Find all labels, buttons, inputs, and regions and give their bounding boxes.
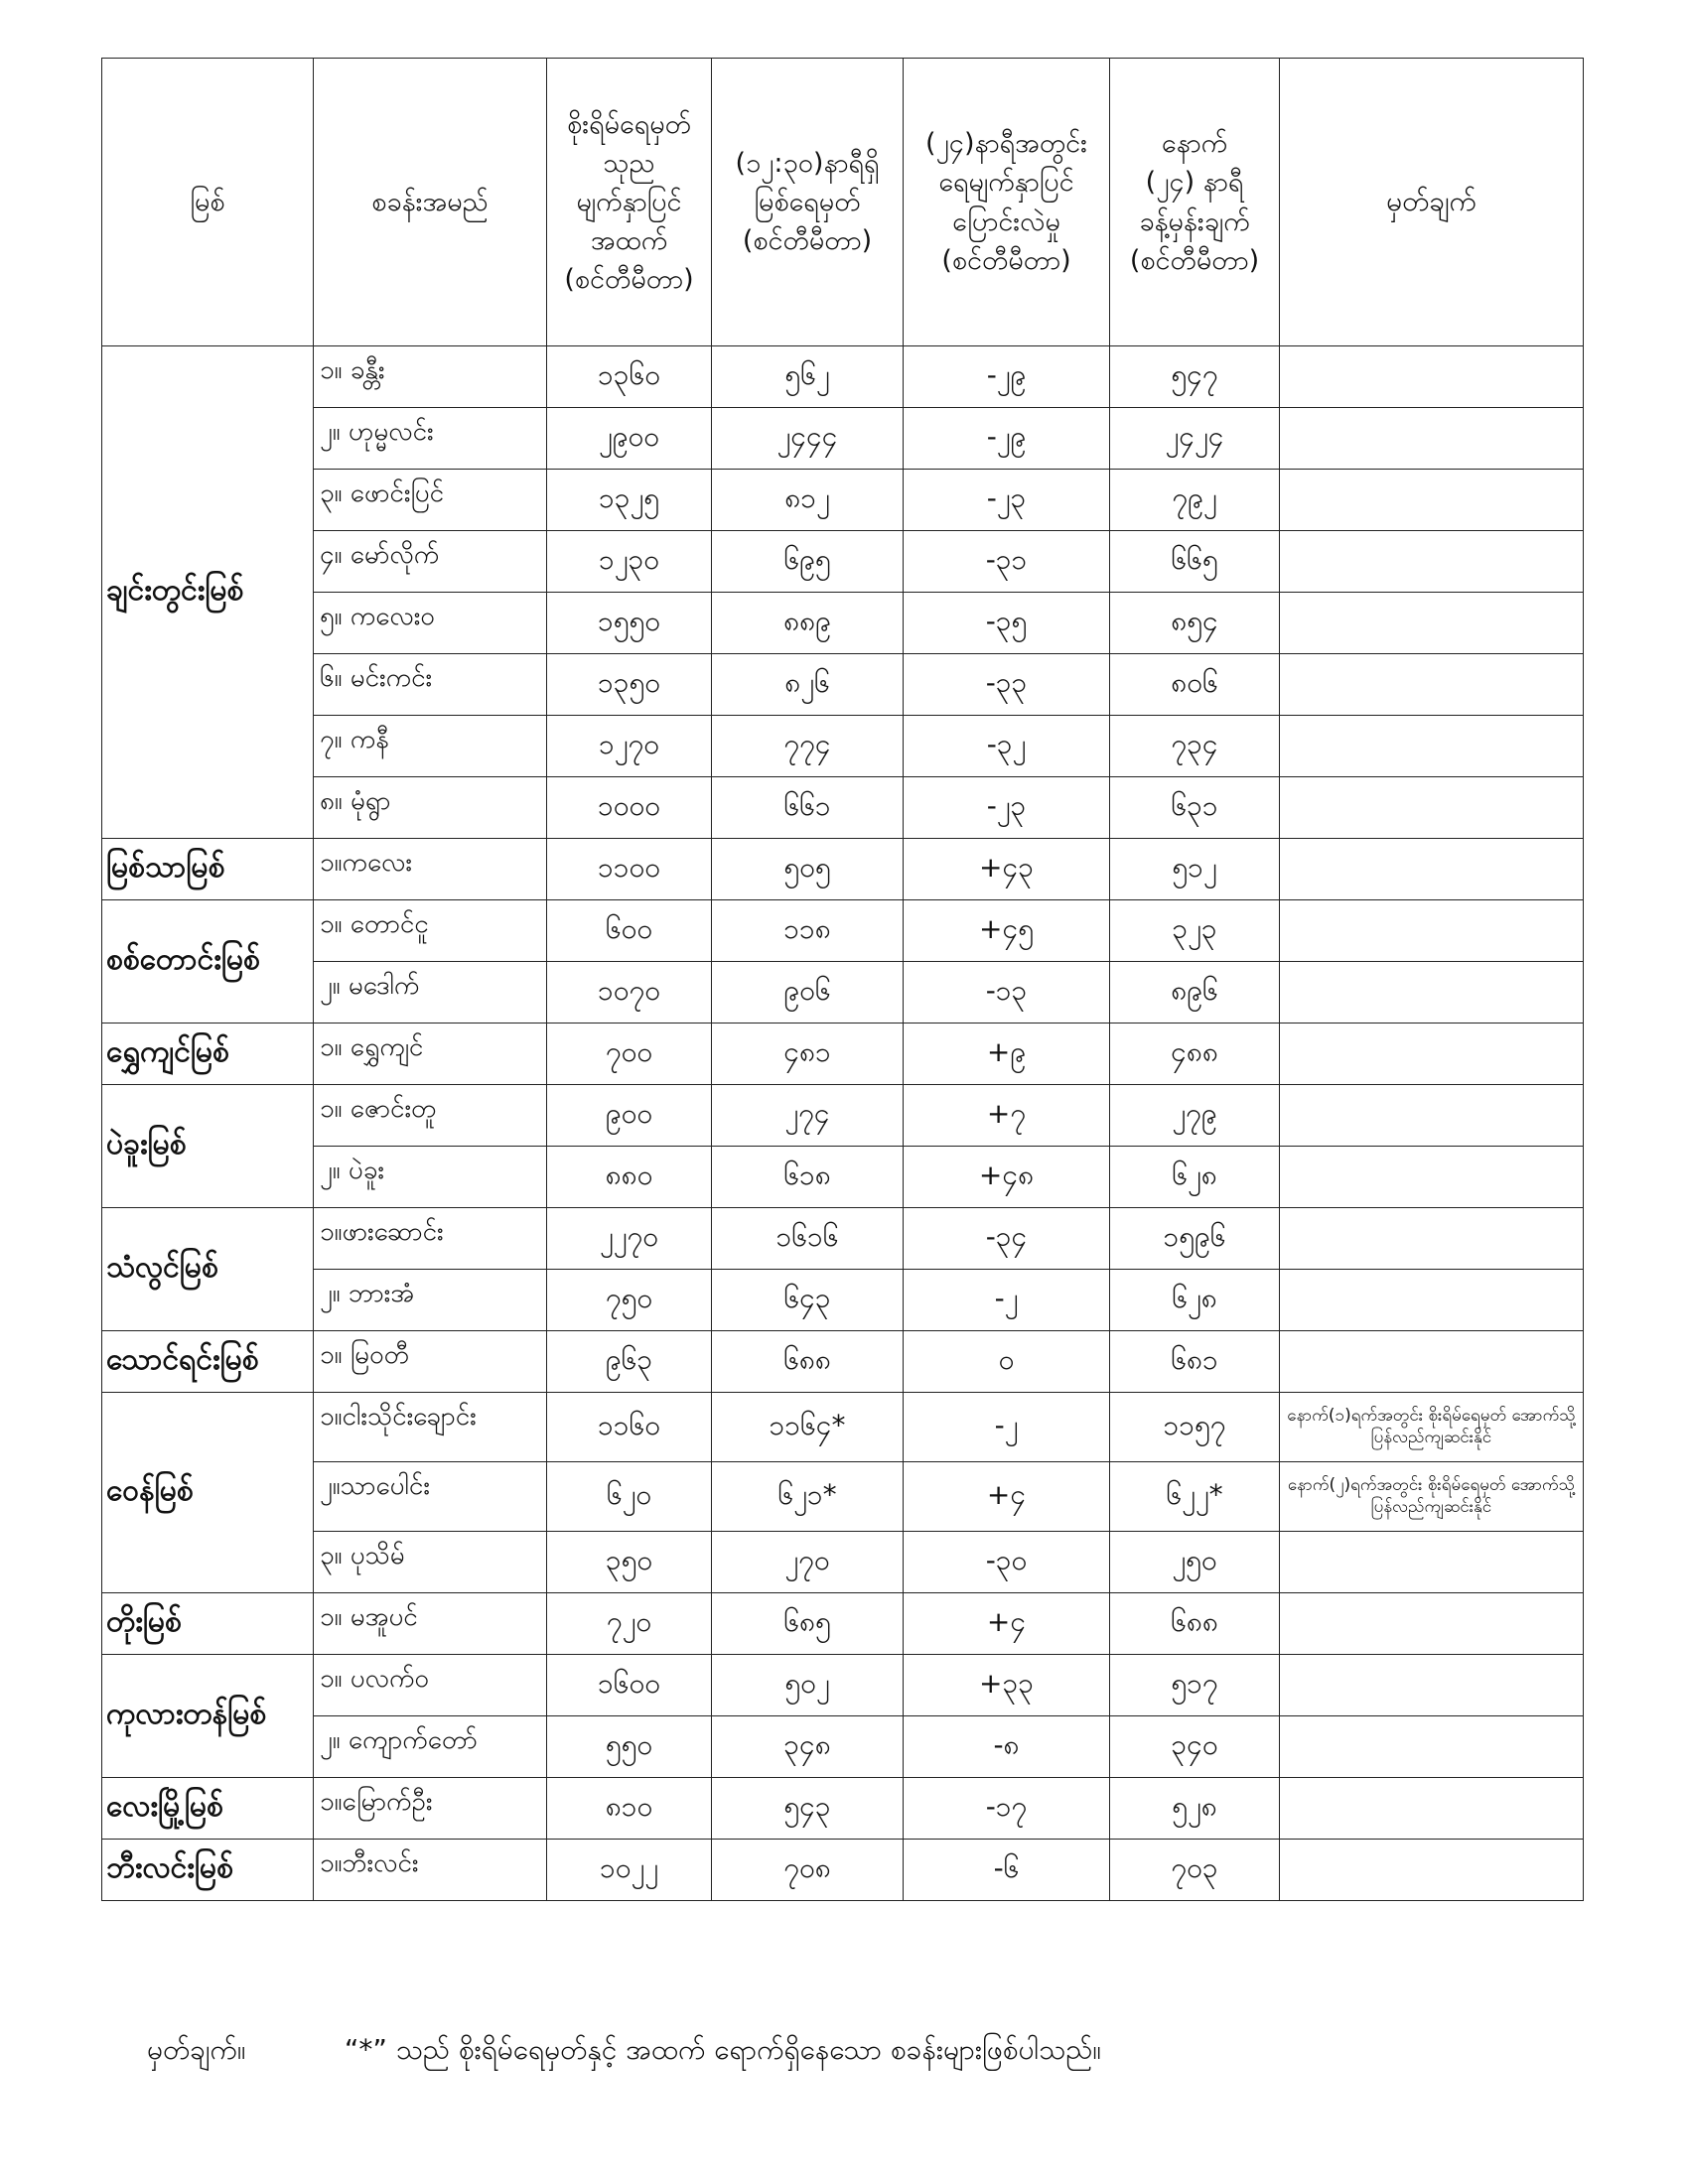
station-cell: ၁။ ခန္တီး (314, 346, 547, 408)
remark-cell (1280, 531, 1584, 593)
station-cell: ၂။ ပဲခူး (314, 1147, 547, 1208)
current-level-cell: ၈၁၂ (712, 470, 904, 531)
header-line: (၁၂:၃၀)နာရီရှိ (735, 147, 880, 179)
danger-level-cell: ၁၀၀၀ (547, 777, 712, 839)
footnote (147, 2031, 1101, 2073)
station-cell: ၄။ မော်လိုက် (314, 531, 547, 593)
table-row (102, 593, 1584, 654)
change-cell: -၂၃ (904, 777, 1110, 839)
remark-cell (1280, 777, 1584, 839)
river-name-cell: ပဲခူးမြစ် (102, 1085, 314, 1208)
footnote-text: “*” သည် စိုးရိမ်ရေမှတ်နှင့် အထက် ရောက်ရှိနေသော စခန်းများဖြစ်ပါသည်။ (344, 2033, 1101, 2066)
table-row (102, 408, 1584, 470)
remark-cell (1280, 1208, 1584, 1270)
header-line: (၂၄)နာရီအတွင်း (924, 128, 1087, 160)
forecast-cell: ၆၈၈ (1110, 1593, 1280, 1655)
current-level-cell: ၆၈၅ (712, 1593, 904, 1655)
forecast-cell: ၃၄၀ (1110, 1716, 1280, 1778)
river-name-cell: သံလွင်မြစ် (102, 1208, 314, 1331)
remark-cell (1280, 1024, 1584, 1085)
change-cell: +၄ (904, 1593, 1110, 1655)
table-row (102, 1716, 1584, 1778)
station-cell: ၁။ဖားဆောင်း (314, 1208, 547, 1270)
table-row (102, 1270, 1584, 1331)
table-row (102, 962, 1584, 1024)
remark-cell: နောက်(၁)ရက်အတွင်း စိုးရိမ်ရေမှတ် အောက်သို့ ပြန်လည်ကျဆင်းနိုင် (1280, 1393, 1584, 1462)
danger-level-cell: ၉၆၃ (547, 1331, 712, 1393)
change-cell: -၃၄ (904, 1208, 1110, 1270)
station-cell: ၃။ ပုသိမ် (314, 1532, 547, 1593)
forecast-cell: ၆၃၁ (1110, 777, 1280, 839)
footnote-label: မှတ်ချက်။ (147, 2033, 246, 2066)
danger-level-cell: ၆၂၀ (547, 1462, 712, 1532)
station-cell: ၇။ ကနီ (314, 716, 547, 777)
station-cell: ၈။ မုံရွာ (314, 777, 547, 839)
header-line: နောက် (1161, 128, 1228, 160)
current-level-cell: ၅၄၃ (712, 1778, 904, 1840)
station-cell: ၁။မြောက်ဦး (314, 1778, 547, 1840)
current-level-cell: ၁၆၁၆ (712, 1208, 904, 1270)
remark-cell (1280, 1778, 1584, 1840)
river-name-cell: ကုလားတန်မြစ် (102, 1655, 314, 1778)
forecast-cell: ၅၁၂ (1110, 839, 1280, 900)
remark-cell (1280, 1147, 1584, 1208)
current-level-cell: ၆၁၈ (712, 1147, 904, 1208)
header-24h-change (904, 59, 1110, 346)
header-line: ပြောင်းလဲမှု (952, 205, 1060, 237)
current-level-cell: ၂၇၄ (712, 1085, 904, 1147)
river-name-cell: သောင်ရင်းမြစ် (102, 1331, 314, 1393)
current-level-cell: ၆၈၈ (712, 1331, 904, 1393)
header-line: မြစ်ရေမှတ် (754, 186, 861, 217)
change-cell: -၂ (904, 1393, 1110, 1462)
header-line: (စင်တီမီတာ) (742, 225, 873, 257)
forecast-cell: ၈၅၄ (1110, 593, 1280, 654)
remark-cell (1280, 346, 1584, 408)
current-level-cell: ၆၄၃ (712, 1270, 904, 1331)
forecast-cell: ၆၂၈ (1110, 1147, 1280, 1208)
table-row (102, 1593, 1584, 1655)
remark-cell (1280, 962, 1584, 1024)
current-level-cell: ၆၂၁* (712, 1462, 904, 1532)
forecast-cell: ၁၁၅၇ (1110, 1393, 1280, 1462)
danger-level-cell: ၃၅၀ (547, 1532, 712, 1593)
river-name-cell: မြစ်သာမြစ် (102, 839, 314, 900)
table-row (102, 1655, 1584, 1716)
current-level-cell: ၃၄၈ (712, 1716, 904, 1778)
remark-cell (1280, 1331, 1584, 1393)
station-cell: ၅။ ကလေးဝ (314, 593, 547, 654)
header-remarks: မှတ်ချက် (1280, 59, 1584, 346)
forecast-cell: ၈၀၆ (1110, 654, 1280, 716)
header-row (102, 59, 1584, 346)
table-row (102, 1840, 1584, 1901)
table-row (102, 531, 1584, 593)
header-danger-level (547, 59, 712, 346)
danger-level-cell: ၁၃၅၀ (547, 654, 712, 716)
header-line: (စင်တီမီတာ) (1129, 244, 1260, 276)
remark-cell (1280, 900, 1584, 962)
change-cell: -၂၉ (904, 346, 1110, 408)
remark-cell (1280, 593, 1584, 654)
forecast-cell: ၅၂၈ (1110, 1778, 1280, 1840)
river-name-cell: ဘီးလင်းမြစ် (102, 1840, 314, 1901)
station-cell: ၁။ ရွှေကျင် (314, 1024, 547, 1085)
danger-level-cell: ၁၂၃၀ (547, 531, 712, 593)
danger-level-cell: ၁၅၅၀ (547, 593, 712, 654)
station-cell: ၁။ ပလက်ဝ (314, 1655, 547, 1716)
current-level-cell: ၅၀၂ (712, 1655, 904, 1716)
change-cell: ၀ (904, 1331, 1110, 1393)
current-level-cell: ၆၆၁ (712, 777, 904, 839)
table-row (102, 470, 1584, 531)
remark-cell: နောက်(၂)ရက်အတွင်း စိုးရိမ်ရေမှတ် အောက်သို့ ပြန်လည်ကျဆင်းနိုင် (1280, 1462, 1584, 1532)
danger-level-cell: ၉၀၀ (547, 1085, 712, 1147)
header-line: မျက်နှာပြင် (576, 186, 682, 217)
change-cell: -၂၉ (904, 408, 1110, 470)
station-cell: ၂။သာပေါင်း (314, 1462, 547, 1532)
change-cell: -၃၅ (904, 593, 1110, 654)
danger-level-cell: ၁၁၆၀ (547, 1393, 712, 1462)
current-level-cell: ၂၇၀ (712, 1532, 904, 1593)
header-line: ခန့်မှန်းချက် (1139, 205, 1250, 237)
remark-cell (1280, 1655, 1584, 1716)
river-name-cell: ရွှေကျင်မြစ် (102, 1024, 314, 1085)
danger-level-cell: ၁၃၆၀ (547, 346, 712, 408)
table-row (102, 1331, 1584, 1393)
danger-level-cell: ၁၂၇၀ (547, 716, 712, 777)
remark-cell (1280, 408, 1584, 470)
table-row (102, 1462, 1584, 1532)
table-row (102, 654, 1584, 716)
current-level-cell: ၈၈၉ (712, 593, 904, 654)
change-cell: +၉ (904, 1024, 1110, 1085)
station-cell: ၁။ မြဝတီ (314, 1331, 547, 1393)
header-line: အထက် (590, 225, 668, 257)
forecast-cell: ၃၂၃ (1110, 900, 1280, 962)
current-level-cell: ၆၉၅ (712, 531, 904, 593)
danger-level-cell: ၅၅၀ (547, 1716, 712, 1778)
station-cell: ၁။ ဇောင်းတူ (314, 1085, 547, 1147)
forecast-cell: ၂၇၉ (1110, 1085, 1280, 1147)
danger-level-cell: ၆၀၀ (547, 900, 712, 962)
remark-cell (1280, 1593, 1584, 1655)
remark-cell (1280, 1716, 1584, 1778)
change-cell: -၃၃ (904, 654, 1110, 716)
change-cell: +၄ (904, 1462, 1110, 1532)
change-cell: +၄၈ (904, 1147, 1110, 1208)
table-row (102, 1085, 1584, 1147)
change-cell: -၂ (904, 1270, 1110, 1331)
forecast-cell: ၄၈၈ (1110, 1024, 1280, 1085)
change-cell: -၃၂ (904, 716, 1110, 777)
current-level-cell: ၇၇၄ (712, 716, 904, 777)
header-river: မြစ် (102, 59, 314, 346)
change-cell: +၄၃ (904, 839, 1110, 900)
header-current-level (712, 59, 904, 346)
danger-level-cell: ၁၆၀၀ (547, 1655, 712, 1716)
current-level-cell: ၄၈၁ (712, 1024, 904, 1085)
danger-level-cell: ၁၁၀၀ (547, 839, 712, 900)
change-cell: -၈ (904, 1716, 1110, 1778)
forecast-cell: ၂၅၀ (1110, 1532, 1280, 1593)
forecast-cell: ၆၂၂* (1110, 1462, 1280, 1532)
current-level-cell: ၂၄၄၄ (712, 408, 904, 470)
forecast-cell: ၁၅၉၆ (1110, 1208, 1280, 1270)
table-row (102, 1147, 1584, 1208)
change-cell: +၃၃ (904, 1655, 1110, 1716)
danger-level-cell: ၂၉၀၀ (547, 408, 712, 470)
forecast-cell: ၈၉၆ (1110, 962, 1280, 1024)
river-name-cell: ချင်းတွင်းမြစ် (102, 346, 314, 839)
remark-cell (1280, 470, 1584, 531)
station-cell: ၆။ မင်းကင်း (314, 654, 547, 716)
station-cell: ၂။ မဒေါက် (314, 962, 547, 1024)
station-cell: ၁။ တောင်ငူ (314, 900, 547, 962)
table-row (102, 346, 1584, 408)
current-level-cell: ၅၆၂ (712, 346, 904, 408)
forecast-cell: ၅၁၇ (1110, 1655, 1280, 1716)
header-line: (စင်တီမီတာ) (564, 264, 694, 296)
forecast-cell: ၆၈၁ (1110, 1331, 1280, 1393)
header-line: စိုးရိမ်ရေမှတ် (567, 108, 691, 140)
table-row (102, 1778, 1584, 1840)
change-cell: -၁၇ (904, 1778, 1110, 1840)
danger-level-cell: ၈၈၀ (547, 1147, 712, 1208)
change-cell: -၁၃ (904, 962, 1110, 1024)
table-row (102, 716, 1584, 777)
river-water-level-table (101, 58, 1584, 1901)
river-name-cell: တိုးမြစ် (102, 1593, 314, 1655)
remark-cell (1280, 1270, 1584, 1331)
station-cell: ၂။ ဘားအံ (314, 1270, 547, 1331)
station-cell: ၃။ ဖောင်းပြင် (314, 470, 547, 531)
forecast-cell: ၇၃၄ (1110, 716, 1280, 777)
forecast-cell: ၇၀၃ (1110, 1840, 1280, 1901)
station-cell: ၁။ဘီးလင်း (314, 1840, 547, 1901)
change-cell: -၃၁ (904, 531, 1110, 593)
station-cell: ၁။ မအူပင် (314, 1593, 547, 1655)
header-line: (စင်တီမီတာ) (941, 244, 1071, 276)
remark-cell (1280, 654, 1584, 716)
danger-level-cell: ၁၃၂၅ (547, 470, 712, 531)
forecast-cell: ၆၆၅ (1110, 531, 1280, 593)
river-name-cell: စစ်တောင်းမြစ် (102, 900, 314, 1024)
header-station: စခန်းအမည် (314, 59, 547, 346)
current-level-cell: ၉၀၆ (712, 962, 904, 1024)
current-level-cell: ၈၂၆ (712, 654, 904, 716)
change-cell: +၇ (904, 1085, 1110, 1147)
table-body (102, 346, 1584, 1901)
table-row (102, 1532, 1584, 1593)
river-name-cell: ဝေန်မြစ် (102, 1393, 314, 1593)
table-row (102, 1208, 1584, 1270)
change-cell: +၄၅ (904, 900, 1110, 962)
table-row (102, 777, 1584, 839)
current-level-cell: ၅၀၅ (712, 839, 904, 900)
change-cell: -၃၀ (904, 1532, 1110, 1593)
remark-cell (1280, 839, 1584, 900)
change-cell: -၂၃ (904, 470, 1110, 531)
remark-cell (1280, 1532, 1584, 1593)
danger-level-cell: ၁၀၂၂ (547, 1840, 712, 1901)
danger-level-cell: ၂၂၇၀ (547, 1208, 712, 1270)
danger-level-cell: ၁၀၇၀ (547, 962, 712, 1024)
remark-cell (1280, 716, 1584, 777)
danger-level-cell: ၇၂၀ (547, 1593, 712, 1655)
forecast-cell: ၆၂၈ (1110, 1270, 1280, 1331)
remark-cell (1280, 1085, 1584, 1147)
danger-level-cell: ၇၀၀ (547, 1024, 712, 1085)
station-cell: ၁။ငါးသိုင်းချောင်း (314, 1393, 547, 1462)
table-row (102, 1393, 1584, 1462)
table-row (102, 900, 1584, 962)
forecast-cell: ၅၄၇ (1110, 346, 1280, 408)
change-cell: -၆ (904, 1840, 1110, 1901)
station-cell: ၂။ ကျောက်တော် (314, 1716, 547, 1778)
danger-level-cell: ၈၁၀ (547, 1778, 712, 1840)
current-level-cell: ၇၀၈ (712, 1840, 904, 1901)
station-cell: ၁။ကလေး (314, 839, 547, 900)
header-forecast (1110, 59, 1280, 346)
table-row (102, 839, 1584, 900)
forecast-cell: ၂၄၂၄ (1110, 408, 1280, 470)
danger-level-cell: ၇၅၀ (547, 1270, 712, 1331)
station-cell: ၂။ ဟုမ္မလင်း (314, 408, 547, 470)
current-level-cell: ၁၁၈ (712, 900, 904, 962)
table-row (102, 1024, 1584, 1085)
forecast-cell: ၇၉၂ (1110, 470, 1280, 531)
header-line: သုည (603, 147, 655, 179)
river-name-cell: လေးမြို့မြစ် (102, 1778, 314, 1840)
remark-cell (1280, 1840, 1584, 1901)
header-line: ရေမျက်နှာပြင် (938, 167, 1074, 199)
header-line: (၂၄) နာရီ (1145, 167, 1244, 199)
current-level-cell: ၁၁၆၄* (712, 1393, 904, 1462)
